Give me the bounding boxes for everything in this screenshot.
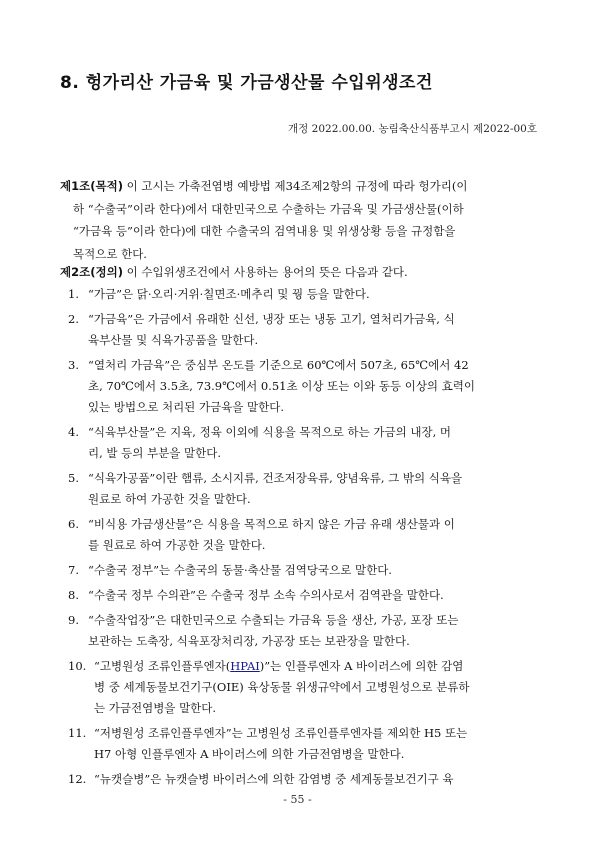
item-text: 원료로 하여 가공한 것을 말한다. — [88, 492, 251, 506]
item-text: “뉴캣슬병”은 뉴캣슬병 바이러스에 의한 감염병 중 세계동물보건기구 육 — [94, 772, 454, 786]
amendment-note: 개정 2022.00.00. 농림축산식품부고시 제2022-00호 — [288, 123, 537, 135]
article-heading: 제2조(정의) — [60, 265, 123, 279]
item-text: 를 원료로 하여 가공한 것을 말한다. — [88, 538, 266, 552]
item-text: “수출국 정부”는 수출국의 동물·축산물 검역당국으로 말한다. — [88, 563, 392, 577]
article-heading: 제1조(목적) — [60, 179, 123, 193]
item-text: 는 가금전염병을 말한다. — [94, 701, 217, 715]
page-title: 8. 헝가리산 가금육 및 가금생산물 수입위생조건 — [60, 73, 433, 93]
article-text: “가금육 등”이라 한다)에 대한 수출국의 검역내용 및 위생상황 등을 규정함을 — [73, 224, 456, 238]
item-number: 4. — [68, 425, 79, 439]
hpai-link[interactable]: HPAI — [230, 659, 260, 673]
list-item — [60, 769, 540, 790]
article-text: 목적으로 한다. — [73, 246, 147, 261]
item-text: 리, 발 등의 부분을 말한다. — [88, 446, 222, 460]
definition-list — [60, 284, 540, 790]
article-text: 이 고시는 가축전염병 예방법 제34조제2항의 규정에 따라 헝가리(이 — [122, 179, 468, 193]
list-item — [60, 514, 540, 556]
item-text: 병 중 세계동물보건기구(OIE) 육상동물 위생규약에서 고병원성으로 분류하 — [94, 680, 470, 694]
item-number: 7. — [68, 563, 79, 577]
article-text: 이 수입위생조건에서 사용하는 용어의 뜻은 다음과 같다. — [122, 265, 408, 279]
item-text-part: )”는 인플루엔자 A 바이러스에 의한 감염 — [259, 659, 464, 673]
article-2 — [60, 261, 538, 284]
item-text: “식육부산물”은 지육, 정육 이외에 식용을 목적으로 하는 가금의 내장, 머 — [88, 425, 452, 439]
item-text: 육부산물 및 식육가공품을 말한다. — [88, 333, 259, 347]
item-number: 2. — [68, 312, 79, 326]
list-item — [60, 422, 540, 464]
list-item — [60, 284, 540, 305]
item-text: “수출작업장”은 대한민국으로 수출되는 가금육 등을 생산, 가공, 포장 또는 — [88, 613, 459, 627]
list-item — [60, 309, 540, 351]
item-text: 초, 70℃에서 3.5초, 73.9℃에서 0.51초 이상 또는 이와 동등 이상의 효력이 — [88, 379, 476, 393]
item-number: 3. — [68, 358, 79, 372]
item-text: “열처리 가금육”은 중심부 온도를 기준으로 60℃에서 507초, 65℃에서 42 — [88, 358, 469, 372]
item-text: 보관하는 도축장, 식육포장처리장, 가공장 또는 보관장을 말한다. — [88, 634, 410, 648]
article-1 — [60, 175, 538, 265]
item-number: 12. — [68, 772, 87, 786]
item-number: 6. — [68, 517, 79, 531]
item-number: 8. — [68, 588, 79, 602]
item-text: “비식용 가금생산물”은 식용을 목적으로 하지 않은 가금 유래 생산물과 이 — [88, 517, 455, 531]
item-number: 9. — [68, 613, 79, 627]
item-text: “식육가공품”이란 햄류, 소시지류, 건조저장육류, 양념육류, 그 밖의 식육을 — [88, 471, 463, 485]
list-item — [60, 610, 540, 652]
item-text-part: “고병원성 조류인플루엔자( — [94, 659, 231, 673]
list-item — [60, 355, 540, 418]
list-item — [60, 723, 540, 765]
list-item — [60, 560, 540, 581]
list-item — [60, 656, 540, 719]
item-text — [60, 656, 540, 677]
item-number: 11. — [68, 726, 87, 740]
item-text: “저병원성 조류인플루엔자”는 고병원성 조류인플루엔자를 제외한 H5 또는 — [94, 726, 468, 740]
article-text: 하 “수출국”이라 한다)에서 대한민국으로 수출하는 가금육 및 가금생산물(이하 — [73, 201, 464, 216]
item-text: “가금”은 닭·오리·거위·칠면조·메추리 및 꿩 등을 말한다. — [88, 287, 370, 301]
list-item — [60, 468, 540, 510]
item-text: “가금육”은 가금에서 유래한 신선, 냉장 또는 냉동 고기, 열처리가금육, 식 — [88, 312, 455, 326]
item-number: 5. — [68, 471, 79, 485]
item-number: 1. — [68, 287, 79, 301]
page-number: - 55 - — [283, 793, 312, 806]
item-number: 10. — [68, 659, 87, 673]
list-item — [60, 585, 540, 606]
item-text: “수출국 정부 수의관”은 수출국 정부 소속 수의사로서 검역관을 말한다. — [88, 588, 444, 602]
item-text: 있는 방법으로 처리된 가금육을 말한다. — [88, 400, 285, 414]
item-text: H7 아형 인플루엔자 A 바이러스에 의한 가금전염병을 말한다. — [94, 747, 405, 761]
